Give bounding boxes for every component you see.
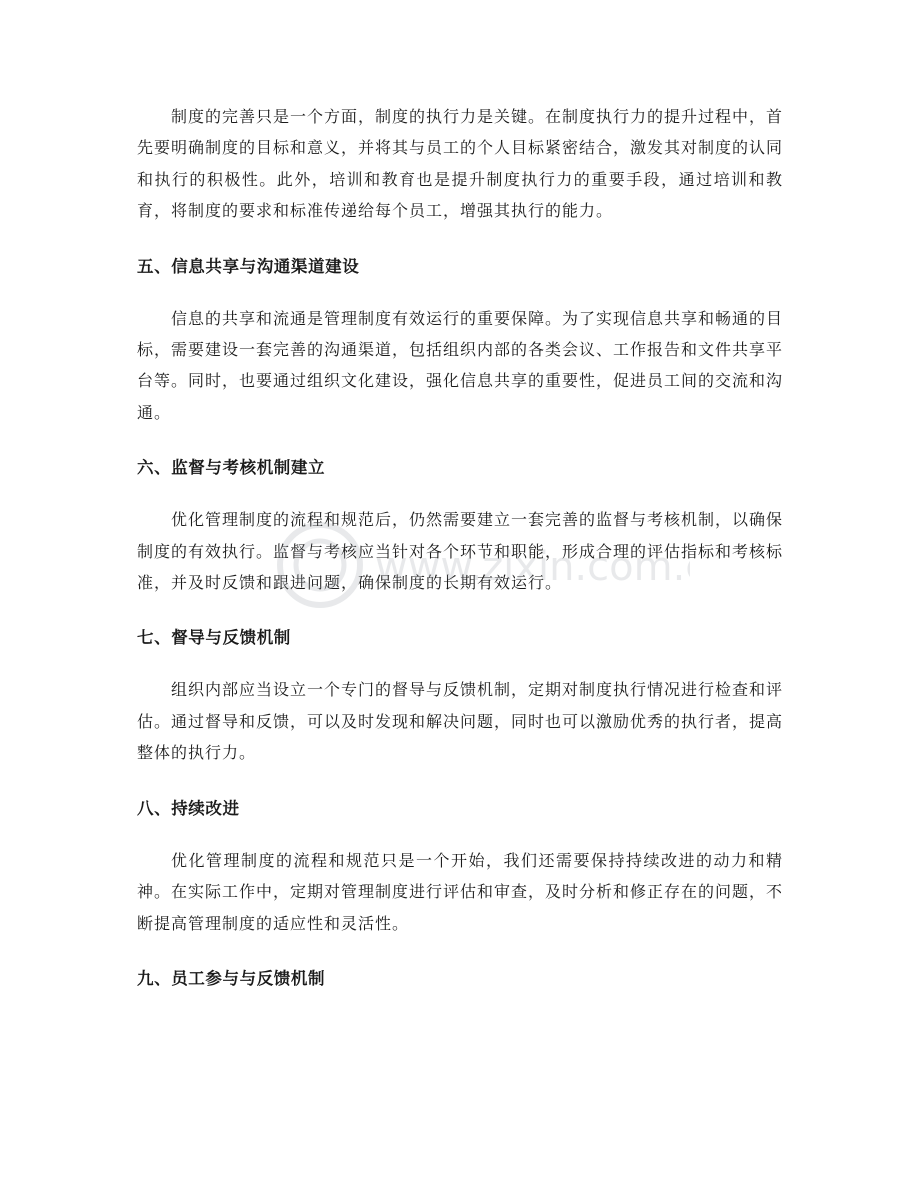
heading-section-8: 八、持续改进: [137, 798, 240, 818]
paragraph-intro: 制度的完善只是一个方面，制度的执行力是关键。在制度执行力的提升过程中，首先要明确制度的目标和意义，并将其与员工的个人目标紧密结合，激发其对制度的认同和执行的积极性。此外，培训和教育也是提升制度执行力的重要手段，通过培训和教育，将制度的要求和标准传递给每个员工，增强其执行的能力。: [137, 107, 784, 221]
paragraph-section-5: 信息的共享和流通是管理制度有效运行的重要保障。为了实现信息共享和畅通的目标，需要建设一套完善的沟通渠道，包括组织内部的各类会议、工作报告和文件共享平台等。同时，也要通过组织文化建设，强化信息共享的重要性，促进员工间的交流和沟通。: [137, 308, 784, 422]
paragraph-section-7: 组织内部应当设立一个专门的督导与反馈机制，定期对制度执行情况进行检查和评估。通过督导和反馈，可以及时发现和解决问题，同时也可以激励优秀的执行者，提高整体的执行力。: [137, 680, 784, 763]
heading-section-7: 七、督导与反馈机制: [137, 628, 291, 648]
paragraph-section-8: 优化管理制度的流程和规范只是一个开始，我们还需要保持持续改进的动力和精神。在实际工作中，定期对管理制度进行评估和审查，及时分析和修正存在的问题，不断提高管理制度的适应性和灵活性。: [137, 850, 784, 933]
document-body: [137, 101, 783, 993]
paragraph-section-6: 优化管理制度的流程和规范后，仍然需要建立一套完善的监督与考核机制，以确保制度的有效执行。监督与考核应当针对各个环节和职能，形成合理的评估指标和考核标准，并及时反馈和跟进问题，确保制度的长期有效运行。: [137, 510, 784, 593]
heading-section-6: 六、监督与考核机制建立: [137, 458, 326, 478]
heading-section-9: 九、员工参与与反馈机制: [137, 968, 326, 988]
heading-section-5: 五、信息共享与沟通渠道建设: [137, 256, 360, 276]
watermark-text: www.zixin.com.: [375, 544, 686, 590]
